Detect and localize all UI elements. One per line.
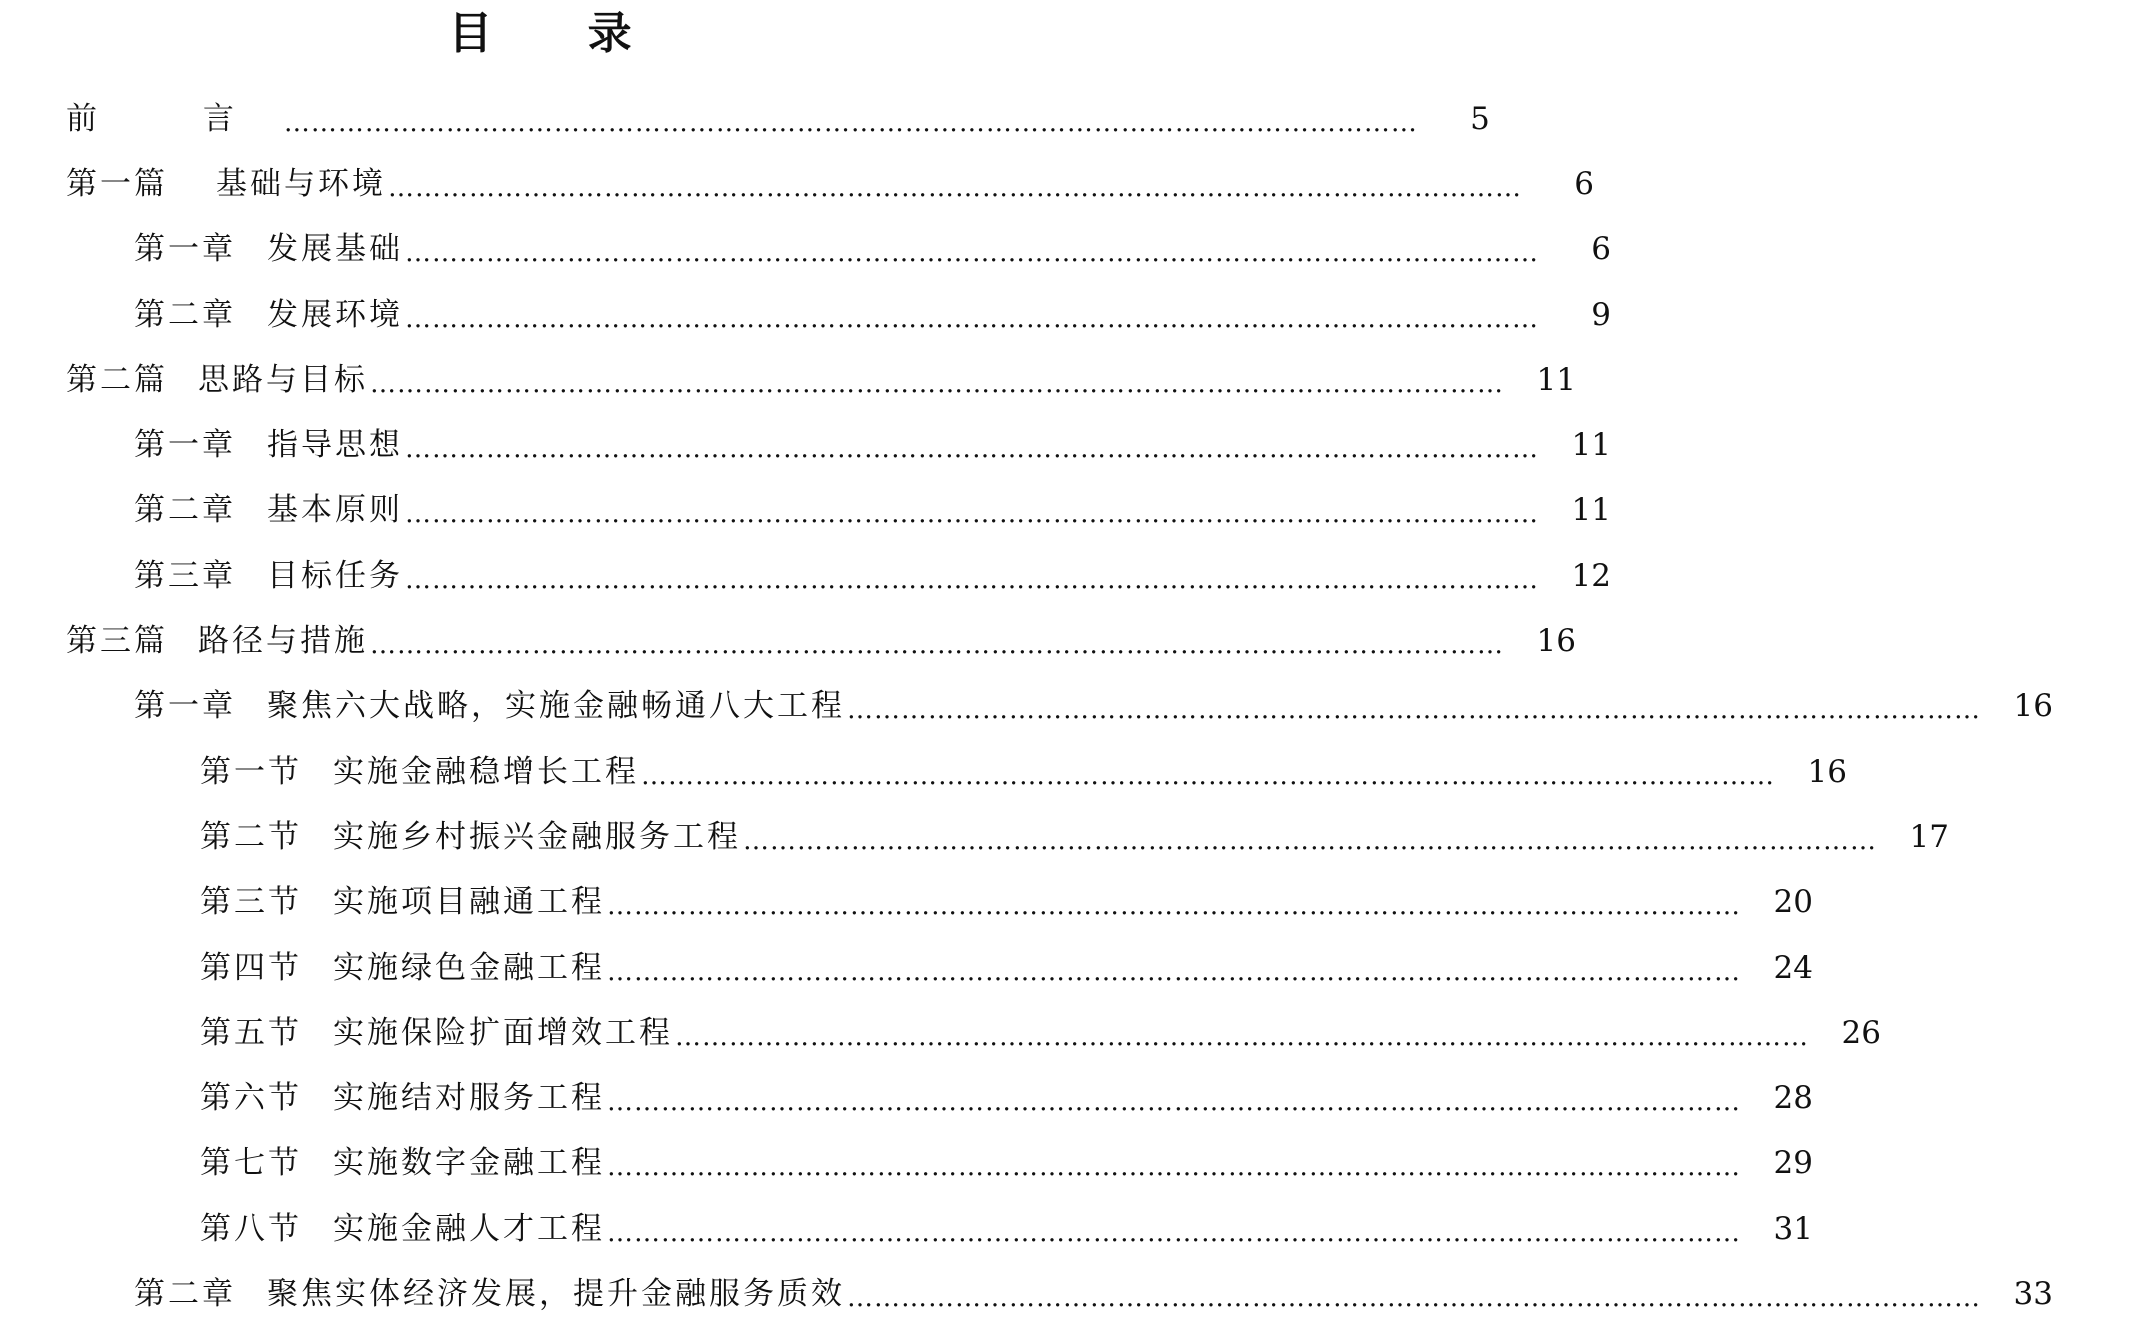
toc-entry-part-2[interactable] — [0, 347, 1576, 412]
toc-entry-title: 基础与环境 — [216, 165, 386, 202]
toc-entry-prefix: 第二章 — [134, 492, 236, 529]
page-title: 目 录 — [448, 8, 672, 59]
toc-entry-page: 5 — [1470, 100, 1490, 137]
toc-entry-page: 6 — [1574, 165, 1594, 202]
toc-entry-prefix: 第三篇 — [66, 623, 168, 660]
toc-entry-section[interactable] — [0, 1131, 1813, 1196]
toc-entry-title: 实施保险扩面增效工程 — [333, 1014, 673, 1051]
toc-entry-prefix: 第七节 — [200, 1145, 302, 1182]
toc-entry-title: 实施结对服务工程 — [333, 1080, 605, 1117]
toc-entry-page: 16 — [1536, 623, 1576, 660]
dot-leader: ……………………………………………………………………………………………………………… — [847, 695, 1981, 726]
dot-leader: ……………………………………………………………………………………………………………… — [405, 564, 1539, 595]
toc-entry-chapter[interactable] — [0, 543, 1611, 608]
toc-entry-page: 24 — [1773, 949, 1813, 986]
toc-entry-prefix: 第三节 — [200, 884, 302, 921]
toc-entry-section[interactable] — [0, 804, 1949, 869]
dot-leader: ……………………………………………………………………………………………………………… — [607, 1087, 1741, 1118]
toc-entry-page: 11 — [1536, 361, 1576, 398]
dot-leader: ……………………………………………………………………………………………………………… — [405, 434, 1539, 465]
toc-entry-title: 聚焦六大战略，实施金融畅通八大工程 — [267, 688, 845, 725]
toc-entry-title: 路径与措施 — [198, 623, 368, 660]
dot-leader: ……………………………………………………………………………………………………………… — [675, 1021, 1809, 1052]
toc-entry-chapter[interactable] — [0, 674, 2053, 739]
dot-leader: ……………………………………………………………………………………………………………… — [405, 238, 1539, 269]
dot-leader: ……………………………………………………………………………………………………………… — [641, 760, 1775, 791]
toc-entry-title: 指导思想 — [267, 427, 403, 464]
toc-entry-prefix: 第二篇 — [66, 361, 168, 398]
toc-entry-title: 发展基础 — [267, 231, 403, 268]
toc-entry-prefix: 第一篇 — [66, 165, 168, 202]
toc-entry-prefix: 第五节 — [200, 1014, 302, 1051]
dot-leader: ……………………………………………………………………………………………………………… — [405, 303, 1539, 334]
toc-entry-prefix: 前 言 — [66, 100, 282, 137]
toc-entry-section[interactable] — [0, 1196, 1813, 1261]
dot-leader: ……………………………………………………………………………………………………………… — [370, 630, 1504, 661]
toc-entry-title: 思路与目标 — [198, 361, 368, 398]
toc-entry-section[interactable] — [0, 739, 1847, 804]
toc-entry-chapter[interactable] — [0, 478, 1611, 543]
toc-entry-chapter[interactable] — [0, 217, 1611, 282]
toc-entry-prefix: 第八节 — [200, 1210, 302, 1247]
toc-entry-prefix: 第二章 — [134, 296, 236, 333]
toc-entry-title: 实施乡村振兴金融服务工程 — [333, 818, 741, 855]
toc-entry-prefix: 第一章 — [134, 427, 236, 464]
dot-leader: ……………………………………………………………………………………………………………… — [388, 172, 1522, 203]
toc-entry-prefix: 第六节 — [200, 1080, 302, 1117]
toc-entry-page: 20 — [1773, 884, 1813, 921]
toc-entry-page: 9 — [1591, 296, 1611, 333]
dot-leader: ……………………………………………………………………………………………………………… — [607, 956, 1741, 987]
dot-leader: ……………………………………………………………………………………………………………… — [370, 368, 1504, 399]
dot-leader: ……………………………………………………………………………………………………………… — [607, 1217, 1741, 1248]
toc-entry-part-1[interactable] — [0, 151, 1594, 216]
dot-leader: ……………………………………………………………………………………………………………… — [743, 825, 1877, 856]
toc-entry-prefix: 第二节 — [200, 818, 302, 855]
toc-entry-preface[interactable] — [0, 86, 1490, 151]
toc-entry-title: 目标任务 — [267, 557, 403, 594]
toc-entry-title: 聚焦实体经济发展，提升金融服务质效 — [267, 1275, 845, 1312]
toc-entry-section[interactable] — [0, 870, 1813, 935]
toc-entry-page: 12 — [1571, 557, 1611, 594]
dot-leader: ……………………………………………………………………………………………………………… — [283, 107, 1418, 138]
toc-entry-page: 33 — [2013, 1275, 2053, 1312]
dot-leader: ……………………………………………………………………………………………………………… — [607, 1152, 1741, 1183]
toc-entry-page: 31 — [1773, 1210, 1813, 1247]
toc-entry-page: 16 — [1807, 753, 1847, 790]
toc-entry-page: 26 — [1841, 1014, 1881, 1051]
toc-entry-prefix: 第一节 — [200, 753, 302, 790]
toc-entry-section[interactable] — [0, 935, 1813, 1000]
dot-leader: ……………………………………………………………………………………………………………… — [607, 891, 1741, 922]
toc-entry-page: 11 — [1571, 427, 1611, 464]
toc-entry-page: 28 — [1773, 1080, 1813, 1117]
toc-entry-title: 基本原则 — [267, 492, 403, 529]
toc-entry-title: 实施绿色金融工程 — [333, 949, 605, 986]
toc-entry-title: 实施金融人才工程 — [333, 1210, 605, 1247]
toc-entry-prefix: 第三章 — [134, 557, 236, 594]
table-of-contents — [0, 86, 2053, 1327]
toc-entry-section[interactable] — [0, 1065, 1813, 1130]
toc-entry-chapter[interactable] — [0, 282, 1611, 347]
toc-entry-page: 11 — [1571, 492, 1611, 529]
toc-entry-page: 6 — [1591, 231, 1611, 268]
dot-leader: ……………………………………………………………………………………………………………… — [847, 1282, 1981, 1313]
toc-entry-page: 29 — [1773, 1145, 1813, 1182]
toc-entry-prefix: 第一章 — [134, 231, 236, 268]
toc-entry-prefix: 第二章 — [134, 1275, 236, 1312]
toc-entry-section[interactable] — [0, 1000, 1881, 1065]
toc-entry-prefix: 第一章 — [134, 688, 236, 725]
toc-entry-title: 实施数字金融工程 — [333, 1145, 605, 1182]
toc-entry-title: 实施项目融通工程 — [333, 884, 605, 921]
toc-entry-chapter[interactable] — [0, 412, 1611, 477]
dot-leader: ……………………………………………………………………………………………………………… — [405, 499, 1539, 530]
toc-entry-prefix: 第四节 — [200, 949, 302, 986]
toc-entry-title: 发展环境 — [267, 296, 403, 333]
toc-entry-chapter[interactable] — [0, 1261, 2053, 1326]
toc-entry-page: 17 — [1909, 818, 1949, 855]
toc-entry-part-3[interactable] — [0, 608, 1576, 673]
toc-entry-page: 16 — [2013, 688, 2053, 725]
toc-entry-title: 实施金融稳增长工程 — [333, 753, 639, 790]
